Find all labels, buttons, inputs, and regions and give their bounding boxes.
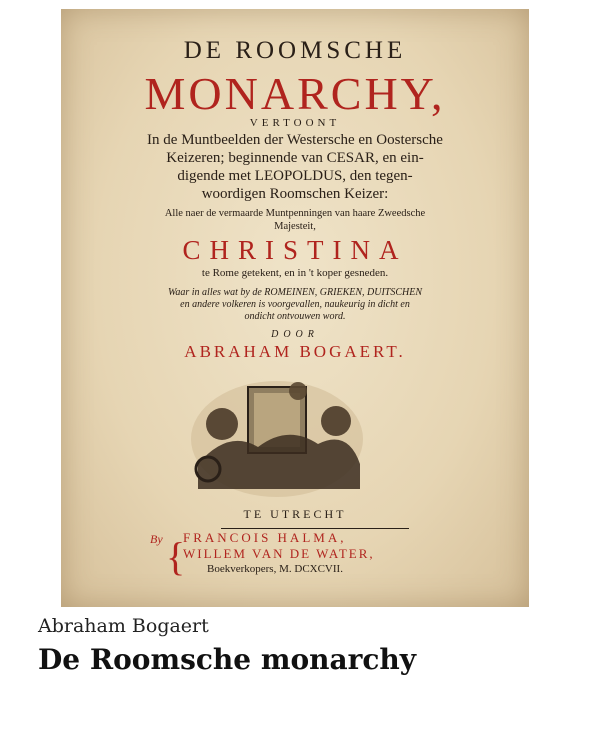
text-line-5: Alle naer de vermaarde Muntpenningen van haare Zweedsche (164, 208, 426, 219)
caption-author[interactable]: Abraham Bogaert (38, 615, 209, 637)
brace-glyph: { (166, 534, 186, 579)
engraved-vignette (188, 369, 366, 499)
text-line-7: te Rome getekent, en in 't koper gesneden. (201, 267, 389, 279)
text-line-10: ondicht ontvouwen word. (244, 311, 346, 322)
text-by: By (150, 532, 163, 546)
caption-title[interactable]: De Roomsche monarchy (38, 643, 417, 676)
heading-monarchy: MONARCHY, (144, 68, 446, 119)
text-printer-2: WILLEM VAN DE WATER, (183, 546, 375, 561)
text-line-4: woordigen Roomschen Keizer: (201, 186, 389, 202)
text-printer-1: FRANCOIS HALMA, (183, 530, 347, 545)
title-rule (221, 528, 409, 529)
text-line-6: Majesteit, (274, 221, 316, 232)
text-line-2: Keizeren; beginnende van CESAR, en ein- (166, 150, 424, 166)
text-line-8: Waar in alles wat by de ROMEINEN, GRIEKEN, DUITSCHEN (167, 287, 423, 298)
text-line-1: In de Muntbeelden der Westersche en Oostersche (147, 132, 443, 148)
heading-christina: CHRISTINA (182, 235, 408, 265)
text-author: ABRAHAM BOGAERT. (184, 342, 406, 361)
title-page-image (61, 9, 529, 607)
text-imprint: Boekverkopers, M. DCXCVII. (207, 563, 343, 575)
text-vertoont: VERTOONT (249, 117, 341, 129)
text-line-3: digende met LEOPOLDUS, den tegen- (177, 168, 413, 184)
text-place: TE UTRECHT (243, 507, 347, 521)
text-door: DOOR (271, 329, 319, 340)
heading-de-roomsche: DE ROOMSCHE (183, 37, 407, 64)
text-line-9: en andere volkeren is voorgevallen, naukeurig in dicht en (180, 299, 410, 310)
